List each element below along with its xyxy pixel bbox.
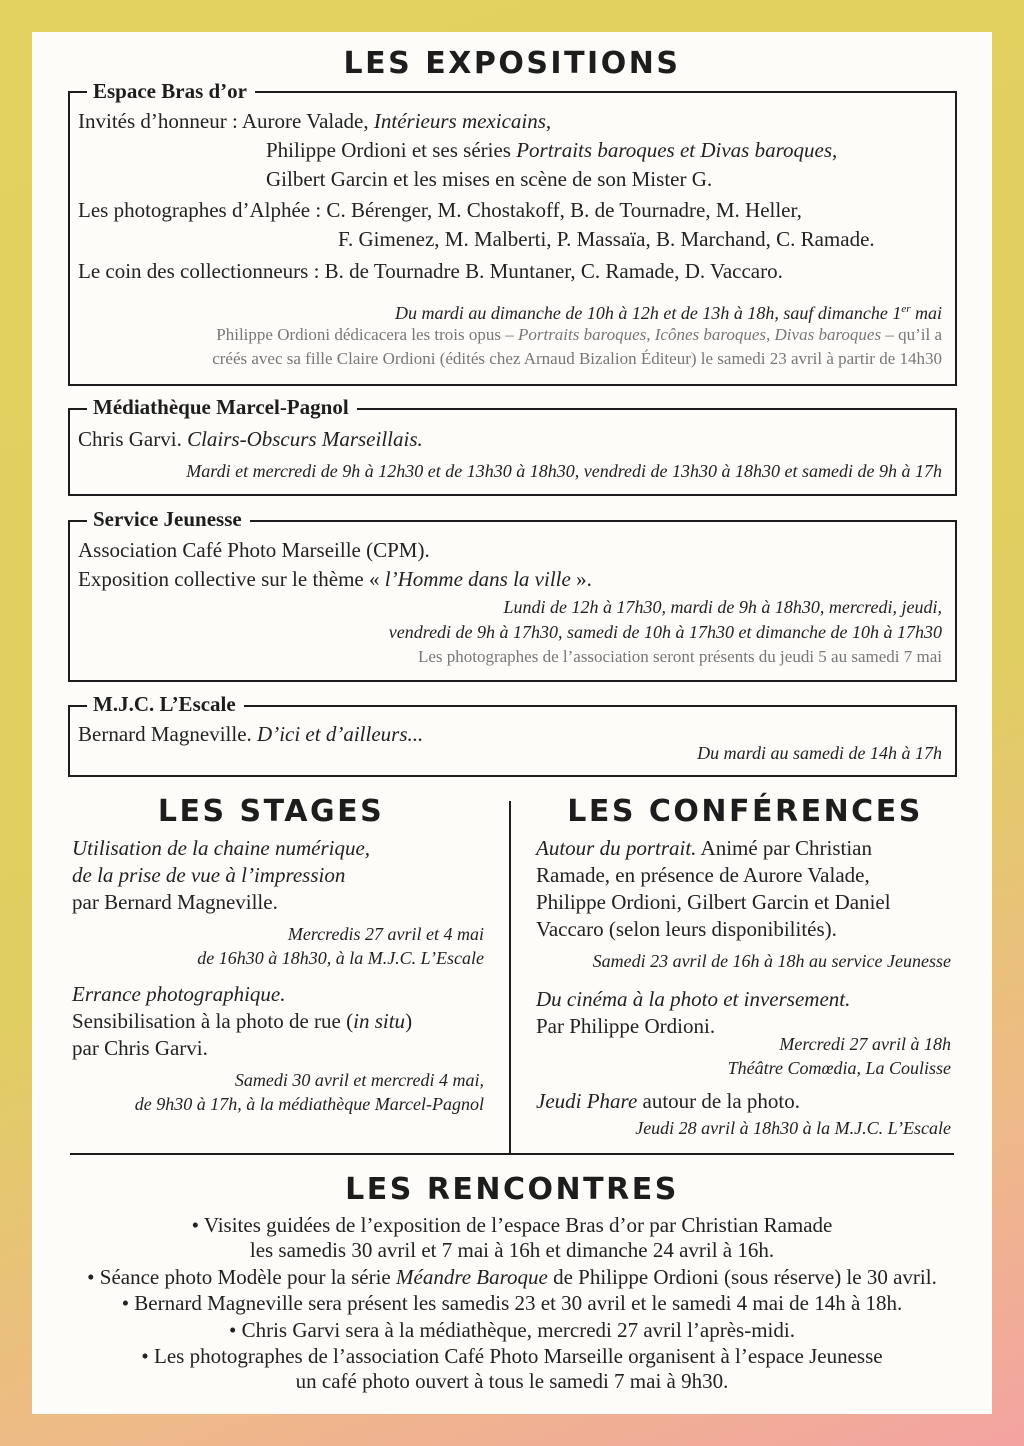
rencontre-1-line-2: les samedis 30 avril et 7 mai à 16h et dimanche 24 avril à 16h. bbox=[249, 1238, 775, 1262]
dedication-note-2: créés avec sa fille Claire Ordioni (édités chez Arnaud Bizalion Éditeur) le samedi 23 avril à partir de 14h30 bbox=[212, 349, 942, 368]
mediatheque-title: Médiathèque Marcel-Pagnol bbox=[87, 395, 357, 419]
conf1-title: Autour du portrait. bbox=[536, 836, 697, 860]
garcin-line: Gilbert Garcin et les mises en scène de son Mister G. bbox=[266, 167, 713, 191]
stage2-date-2: de 9h30 à 17h, à la médiathèque Marcel-Pagnol bbox=[134, 1094, 484, 1114]
note1-c: – qu’il a bbox=[881, 325, 942, 344]
stage1-by: par Bernard Magneville. bbox=[72, 890, 278, 914]
guests-line bbox=[78, 107, 551, 135]
conf3-date: Jeudi 28 avril à 18h30 à la M.J.C. L’Escale bbox=[635, 1118, 951, 1138]
conf1-line-3: Philippe Ordioni, Gilbert Garcin et Daniel bbox=[536, 890, 891, 914]
expositions-heading: LES EXPOSITIONS bbox=[343, 46, 681, 81]
jeunesse-title: Service Jeunesse bbox=[87, 507, 250, 531]
bras-dor-schedule bbox=[395, 297, 942, 325]
note1-a: Philippe Ordioni dédicacera les trois opus – bbox=[216, 325, 518, 344]
collective-line bbox=[78, 565, 592, 593]
conf1-date: Samedi 23 avril de 16h à 18h au service Jeunesse bbox=[592, 951, 951, 971]
garvi-expo-line bbox=[78, 425, 423, 453]
conf1-host: Animé par Christian bbox=[696, 836, 872, 860]
rencontre-2-b: Méandre Baroque bbox=[396, 1265, 548, 1289]
rencontre-3: • Bernard Magneville sera présent les samedis 23 et 30 avril et le samedi 4 mai de 14h à 18h. bbox=[121, 1291, 903, 1315]
schedule-text: Du mardi au dimanche de 10h à 12h et de 13h à 18h, sauf dimanche 1 bbox=[395, 303, 902, 323]
mjc-title: M.J.C. L’Escale bbox=[87, 692, 244, 716]
stage1-title-2: de la prise de vue à l’impression bbox=[72, 863, 346, 887]
stage2-desc-c: ) bbox=[405, 1009, 413, 1033]
magneville-expo-line bbox=[78, 720, 423, 748]
stage2-desc bbox=[72, 1007, 412, 1035]
garvi-name: Chris Garvi. bbox=[78, 427, 188, 451]
note1-b: Portraits baroques, Icônes baroques, Divas baroques bbox=[517, 325, 882, 344]
conf2-date-2: Théâtre Comœdia, La Coulisse bbox=[727, 1058, 951, 1078]
column-divider bbox=[509, 801, 511, 1153]
guests-work: Intérieurs mexicains, bbox=[373, 109, 552, 133]
stage1-date-2: de 16h30 à 18h30, à la M.J.C. L’Escale bbox=[197, 948, 484, 968]
jeunesse-note: Les photographes de l’association seront présents du jeudi 5 au samedi 7 mai bbox=[417, 647, 942, 666]
rencontre-5-line-2: un café photo ouvert à tous le samedi 7 mai à 9h30. bbox=[295, 1369, 729, 1393]
program-page bbox=[32, 32, 992, 1414]
stage2-by: par Chris Garvi. bbox=[72, 1036, 208, 1060]
stage2-date-1: Samedi 30 avril et mercredi 4 mai, bbox=[234, 1070, 484, 1090]
schedule-end: mai bbox=[910, 303, 942, 323]
stages-heading: LES STAGES bbox=[157, 794, 385, 829]
collective-text: Exposition collective sur le thème « bbox=[78, 567, 385, 591]
conferences-heading: LES CONFÉRENCES bbox=[567, 794, 923, 829]
conf3-title: Jeudi Phare bbox=[536, 1089, 638, 1113]
rencontre-4: • Chris Garvi sera à la médiathèque, mercredi 27 avril l’après-midi. bbox=[229, 1318, 795, 1342]
rencontre-1-line-1: • Visites guidées de l’exposition de l’espace Bras d’or par Christian Ramade bbox=[191, 1213, 833, 1237]
ordioni-text: Philippe Ordioni et ses séries bbox=[266, 138, 517, 162]
jeunesse-schedule-2: vendredi de 9h à 17h30, samedi de 10h à 17h30 et dimanche de 10h à 17h30 bbox=[388, 622, 942, 642]
rencontres-heading: LES RENCONTRES bbox=[345, 1172, 679, 1207]
stage2-title: Errance photographique. bbox=[72, 982, 286, 1006]
section-divider bbox=[70, 1153, 954, 1155]
conf3-line bbox=[536, 1087, 800, 1115]
magneville-name: Bernard Magneville. bbox=[78, 722, 258, 746]
conf2-by: Par Philippe Ordioni. bbox=[536, 1014, 716, 1038]
alphee-line: Les photographes d’Alphée : C. Bérenger, M. Chostakoff, B. de Tournadre, M. Heller, bbox=[78, 198, 802, 222]
rencontre-2-c: de Philippe Ordioni (sous réserve) le 30 avril. bbox=[547, 1265, 937, 1289]
conf2-title: Du cinéma à la photo et inversement. bbox=[536, 987, 851, 1011]
rencontre-5-line-1: • Les photographes de l’association Café Photo Marseille organisent à l’espace Jeunesse bbox=[141, 1344, 883, 1368]
conf3-desc: autour de la photo. bbox=[637, 1089, 800, 1113]
jeunesse-schedule-1: Lundi de 12h à 17h30, mardi de 9h à 18h30, mercredi, jeudi, bbox=[503, 597, 942, 617]
collectors-line: Le coin des collectionneurs : B. de Tournadre B. Muntaner, C. Ramade, D. Vaccaro. bbox=[78, 259, 783, 283]
stage1-date-1: Mercredis 27 avril et 4 mai bbox=[287, 924, 484, 944]
guests-label: Invités d’honneur : Aurore Valade, bbox=[78, 109, 374, 133]
collective-theme: l’Homme dans la ville bbox=[384, 567, 571, 591]
mjc-schedule: Du mardi au samedi de 14h à 17h bbox=[697, 743, 942, 763]
stage2-desc-a: Sensibilisation à la photo de rue ( bbox=[72, 1009, 354, 1033]
conf1-line-1 bbox=[536, 834, 872, 862]
conf1-line-2: Ramade, en présence de Aurore Valade, bbox=[536, 863, 870, 887]
conf2-date-1: Mercredi 27 avril à 18h bbox=[779, 1034, 951, 1054]
magneville-work: D’ici et d’ailleurs... bbox=[257, 722, 424, 746]
stage1-title-1: Utilisation de la chaine numérique, bbox=[72, 836, 371, 860]
alphee-line-2: F. Gimenez, M. Malberti, P. Massaïa, B. Marchand, C. Ramade. bbox=[338, 227, 875, 251]
cpm-line: Association Café Photo Marseille (CPM). bbox=[78, 538, 430, 562]
garvi-work: Clairs-Obscurs Marseillais. bbox=[187, 427, 423, 451]
conf1-line-4: Vaccaro (selon leurs disponibilités). bbox=[536, 917, 837, 941]
rencontre-2 bbox=[32, 1263, 992, 1291]
rencontre-2-a: • Séance photo Modèle pour la série bbox=[87, 1265, 396, 1289]
dedication-note-1 bbox=[216, 323, 942, 347]
schedule-sup: er bbox=[901, 303, 911, 315]
stage2-desc-b: in situ bbox=[353, 1009, 406, 1033]
mediatheque-schedule: Mardi et mercredi de 9h à 12h30 et de 13h30 à 18h30, vendredi de 13h30 à 18h30 et samedi de 9h à 17h bbox=[186, 461, 942, 481]
ordioni-line bbox=[266, 136, 837, 164]
ordioni-series: Portraits baroques et Divas baroques, bbox=[516, 138, 838, 162]
collective-end: ». bbox=[570, 567, 592, 591]
bras-dor-title: Espace Bras d’or bbox=[87, 79, 255, 103]
